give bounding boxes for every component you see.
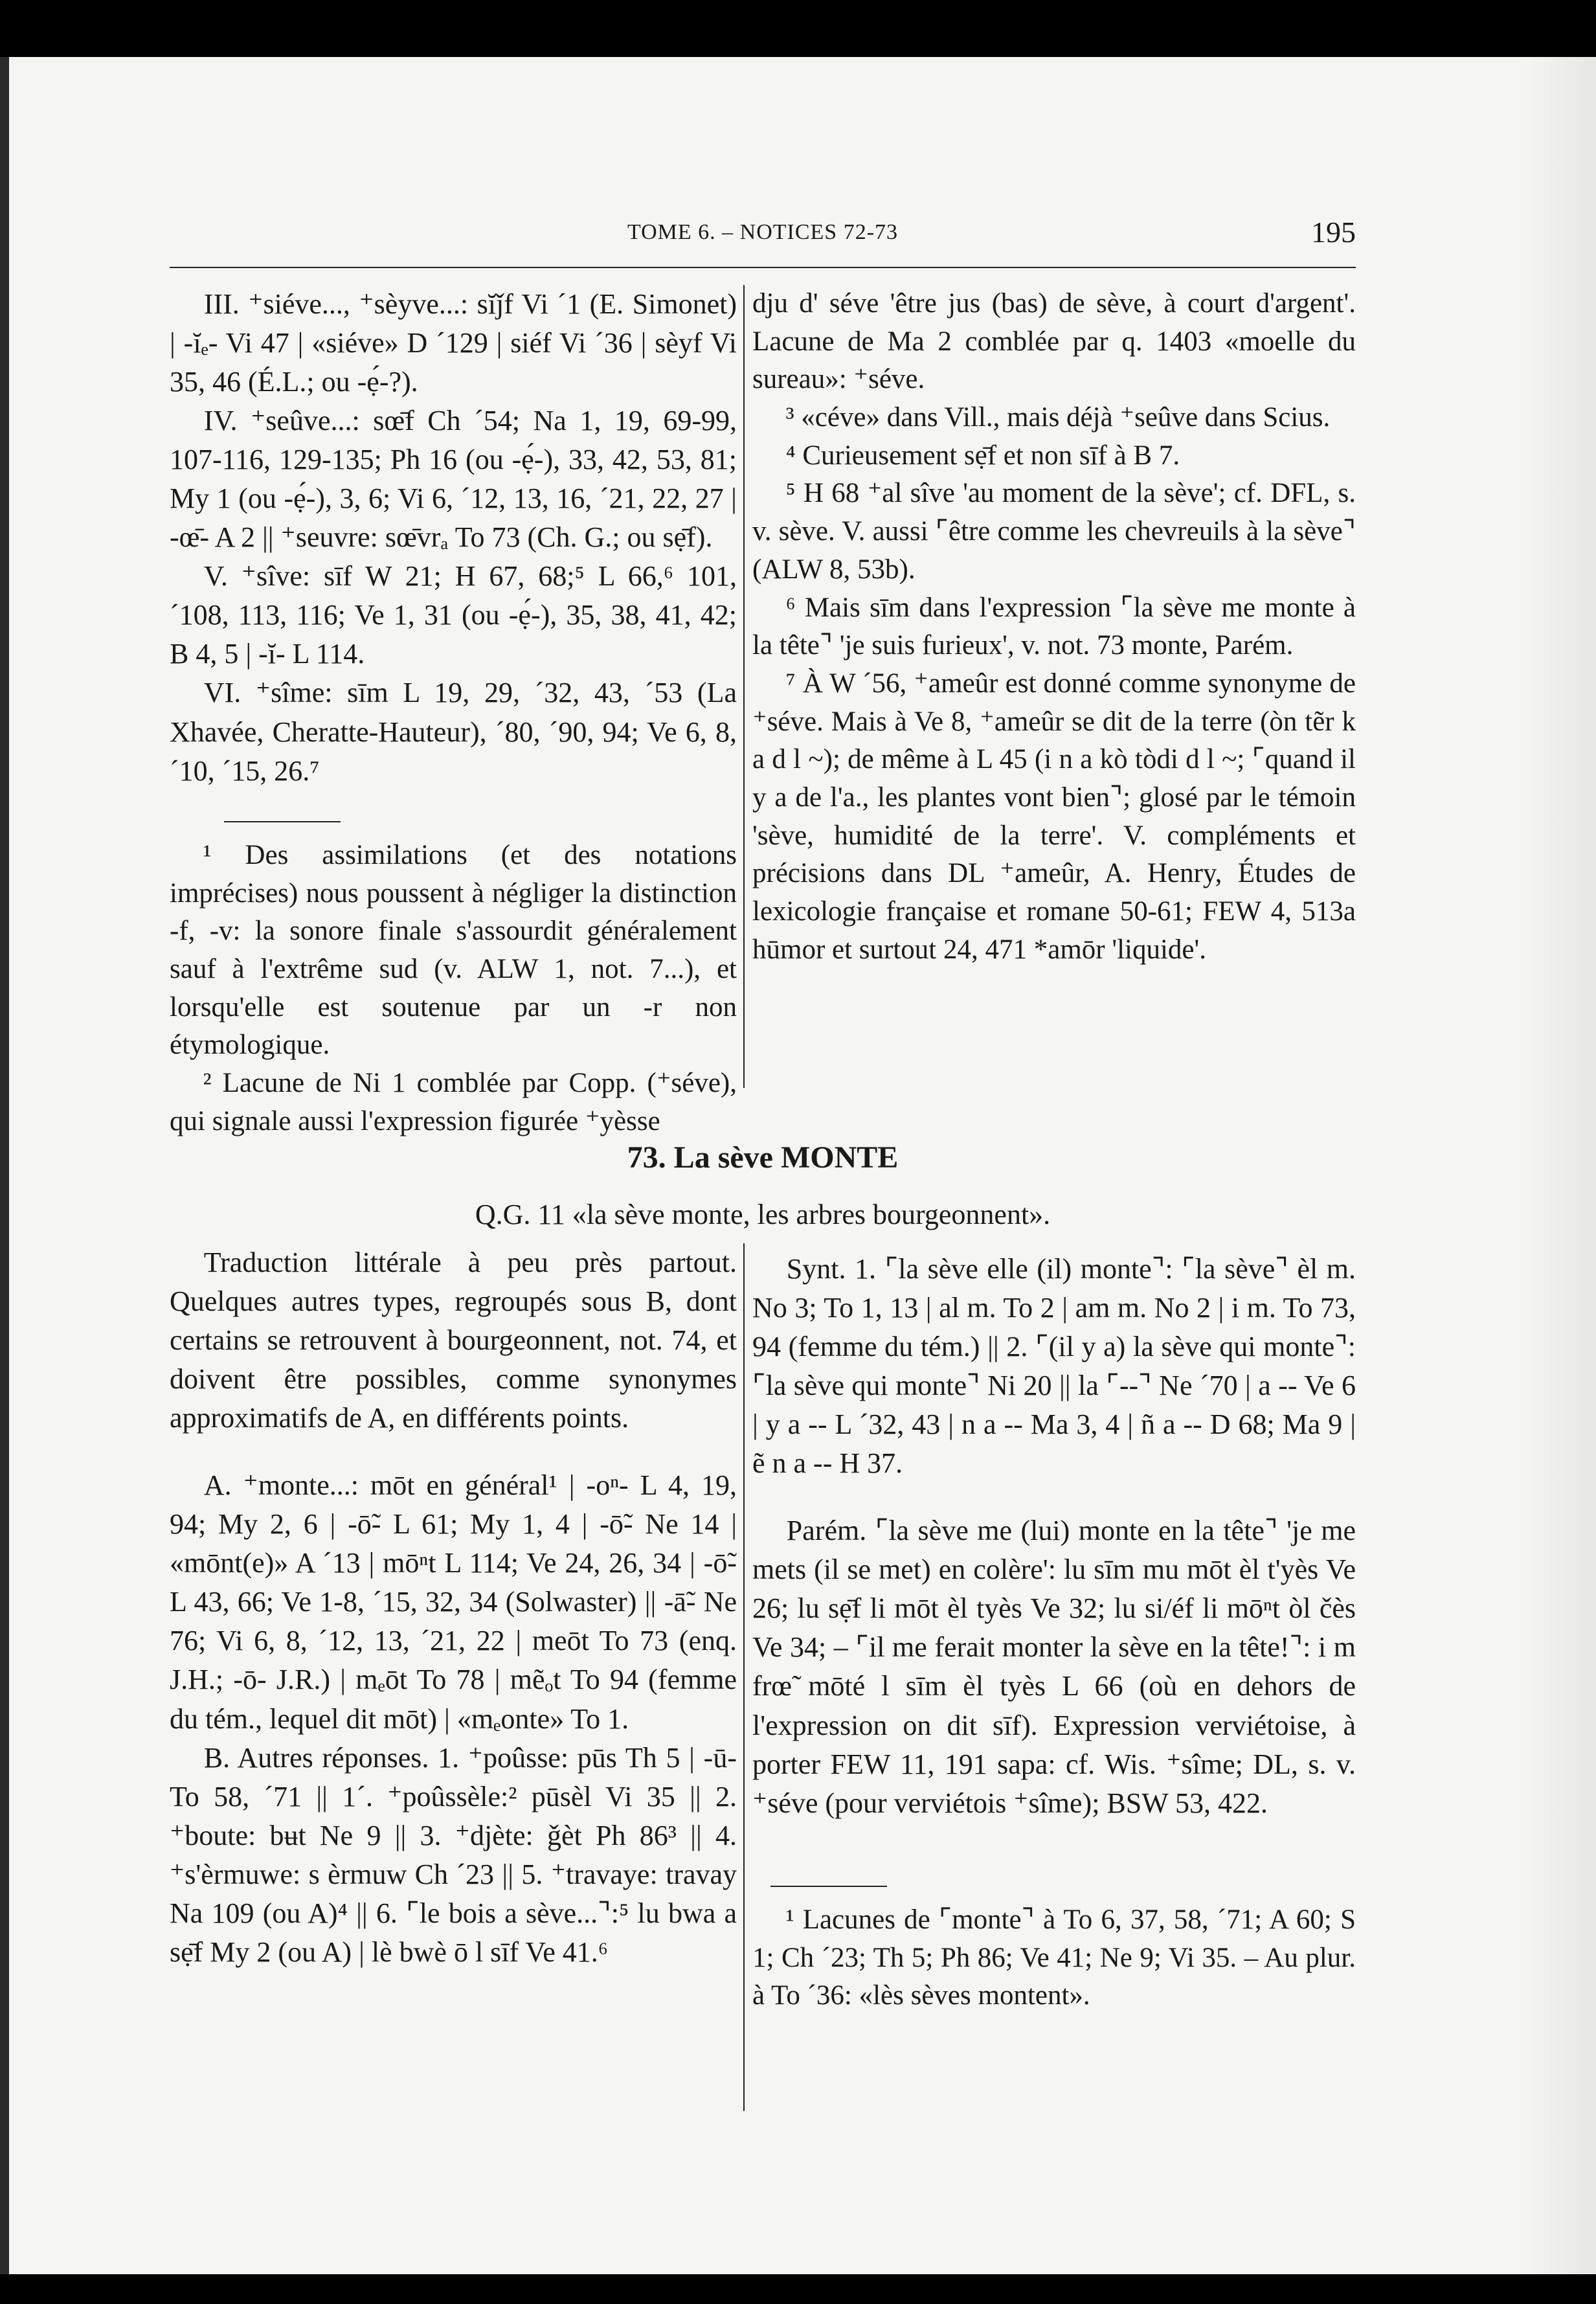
bottom-right-column [752, 1250, 1356, 1823]
type-b-paragraph: B. Autres réponses. 1. ⁺poûsse: pūs Th 5 | -ū- To 58, ´71 || 1´. ⁺poûssèle:² pūsèl Vi 35 || 2. ⁺boute: bʉt Ne 9 || 3. ⁺djète: ǧèt Ph 86³ || 4. ⁺s'èrmuwe: s èrmuw Ch ´23 || 5. ⁺travaye: travay Na 109 (ou A)⁴ || 6. ⌜le bois a sève...⌝:⁵ lu bwa a sẹ̄f My 2 (ou A) | lè bwè ō l sīf Ve 41.⁶ [170, 1741, 737, 1968]
footnote-rule-top [224, 821, 341, 822]
column-divider-bottom [743, 1243, 745, 2111]
running-title: TOME 6. – NOTICES 72-73 [627, 220, 899, 244]
footnote-6: ⁶ Mais sīm dans l'expression ⌜la sève me monte à la tête⌝ 'je suis furieux', v. not. 73 monte, Parém. [752, 592, 1356, 661]
footnote-rule-bottom [770, 1886, 887, 1887]
section-title: 73. La sève MONTE [627, 1140, 899, 1175]
entry-v: V. ⁺sîve: sīf W 21; H 67, 68;⁵ L 66,⁶ 101, ´108, 113, 116; Ve 1, 31 (ou -ẹ́-), 35, 38, 41, 42; B 4, 5 | -ĭ- L 114. [170, 560, 737, 670]
entry-iii: III. ⁺siéve..., ⁺sèyve...: sĭǰf Vi ´1 (E. Simonet) | -ĭₑ- Vi 47 | «siéve» D ´129 | siéf Vi ´36 | sèyf Vi 35, 46 (É.L.; ou -ẹ́-?). [170, 288, 737, 398]
type-a-paragraph: A. ⁺monte...: mōt en général¹ | -oⁿ- L 4, 19, 94; My 2, 6 | -ō̃- L 61; My 1, 4 | -ō̃- Ne 14 | «mōnt(e)» A ´13 | mōⁿt L 114; Ve 24, 26, 34 | -ō̃- L 43, 66; Ve 1-8, ´15, 32, 34 (Solwaster) || -ā̃- Ne 76; Vi 6, 8, ´12, 13, ´21, 22 | meōt To 73 (enq. J.H.; -ō- J.R.) | mₑōt To 78 | mẽₒt To 94 (femme du tém., lequel dit mōt) | «mₑonte» To 1. [170, 1469, 737, 1735]
footnote-7: ⁷ À W ´56, ⁺ameûr est donné comme synonyme de ⁺séve. Mais à Ve 8, ⁺ameûr se dit de la terre (òn tẽr k a d l ~); de même à L 45 (i n a kò tòdi d l ~; ⌜quand il y a de l'a., les plantes vont bien⌝; glosé par le témoin 'sève, humidité de la terre'. V. compléments et précisions dans DL ⁺ameûr, A. Henry, Études de lexicologie française et romane 50-61; FEW 4, 513a hūmor et surtout 24, 471 *amōr 'liquide'. [752, 668, 1356, 965]
scan-bottom-border [0, 2274, 1596, 2304]
entry-vi: VI. ⁺sîme: sīm L 19, 29, ´32, 43, ´53 (La Xhavée, Cheratte-Hauteur), ´80, ´90, 94; Ve 6, 8, ´10, ´15, 26.⁷ [170, 677, 737, 787]
column-divider-top [743, 285, 745, 1088]
top-right-footnotes [752, 285, 1356, 969]
header-rule [170, 267, 1356, 268]
scan-right-shade [1518, 57, 1596, 2274]
intro-paragraph: Traduction littérale à peu près partout. Quelques autres types, regroupés sous B, dont certains se retrouvent à bourgeonnent, not. 74, et doivent être possibles, comme synonymes approximatifs de A, en différents points. [170, 1247, 737, 1434]
footnote-4: ⁴ Curieusement sẹ̄f et non sīf à B 7. [785, 440, 1180, 471]
bottom-left-column [170, 1243, 737, 1972]
footnote-1-top: ¹ Des assimilations (et des notations imprécises) nous poussent à négliger la distinction -f, -v: la sonore finale s'assourdit généralement sauf à l'extrême sud (v. ALW 1, not. 7...), et lorsqu'elle est soutenue par un -r non étymologique. [170, 840, 737, 1061]
footnote-5: ⁵ H 68 ⁺al sîve 'au moment de la sève'; cf. DFL, s. v. sève. V. aussi ⌜être comme les chevreuils à la sève⌝ (ALW 8, 53b). [752, 478, 1356, 585]
top-left-column [170, 285, 737, 791]
footnote-3: ³ «céve» dans Vill., mais déjà ⁺seûve dans Scius. [785, 402, 1331, 433]
top-left-footnotes [170, 837, 737, 1141]
running-header [170, 214, 1356, 272]
footnote-1-bottom: ¹ Lacunes de ⌜monte⌝ à To 6, 37, 58, ´71; A 60; S 1; Ch ´23; Th 5; Ph 86; Ve 41; Ne 9; Vi 35. – Au plur. à To ´36: «lès sèves montent». [752, 1904, 1356, 2011]
paremiology-paragraph: Parém. ⌜la sève me (lui) monte en la tête⌝ 'je me mets (il se met) en colère': lu sīm mu mōt èl t'yès Ve 26; lu sẹ̄f li mōt èl tyès Ve 32; lu si/éf li mōⁿt òl čès Ve 34; – ⌜il me ferait monter la sève en la tête!⌝: i m frœ̃ mōté l sīm èl tyès L 66 (où en dehors de l'expression on dit sīf). Expression verviétoise, à porter FEW 11, 191 sapa: cf. Wis. ⁺sîme; DL, s. v. ⁺séve (pour verviétois ⁺sîme); BSW 53, 422. [752, 1515, 1356, 1819]
footnote-2-top: ² Lacune de Ni 1 comblée par Copp. (⁺séve), qui signale aussi l'expression figurée ⁺yèsse [170, 1068, 737, 1136]
syntax-paragraph: Synt. 1. ⌜la sève elle (il) monte⌝: ⌜la sève⌝ èl m. No 3; To 1, 13 | al m. To 2 | am m. No 2 | i m. To 73, 94 (femme du tém.) || 2. ⌜(il y a) la sève qui monte⌝: ⌜la sève qui monte⌝ Ni 20 || la ⌜--⌝ Ne ´70 | a -- Ve 6 | y a -- L ´32, 43 | n a -- Ma 3, 4 | ñ a -- D 68; Ma 9 | ẽ n a -- H 37. [752, 1253, 1356, 1480]
bottom-right-footnotes [752, 1901, 1356, 2015]
scan-top-border [0, 0, 1596, 57]
scan-left-edge [0, 57, 9, 2274]
entry-iv: IV. ⁺seûve...: sœ̄f Ch ´54; Na 1, 19, 69-99, 107-116, 129-135; Ph 16 (ou -ẹ́-), 33, 42, 53, 81; My 1 (ou -ẹ́-), 3, 6; Vi 6, ´12, 13, 16, ´21, 22, 27 | -œ̄- A 2 || ⁺seuvre: sœ̄vrₐ To 73 (Ch. G.; ou sẹ̄f). [170, 405, 737, 554]
footnote-2-continued: dju d' séve 'être jus (bas) de sève, à court d'argent'. Lacune de Ma 2 comblée par q. 1403 «moelle du sureau»: ⁺séve. [752, 288, 1356, 395]
page-number: 195 [1311, 216, 1356, 249]
section-question: Q.G. 11 «la sève monte, les arbres bourgeonnent». [475, 1199, 1051, 1230]
